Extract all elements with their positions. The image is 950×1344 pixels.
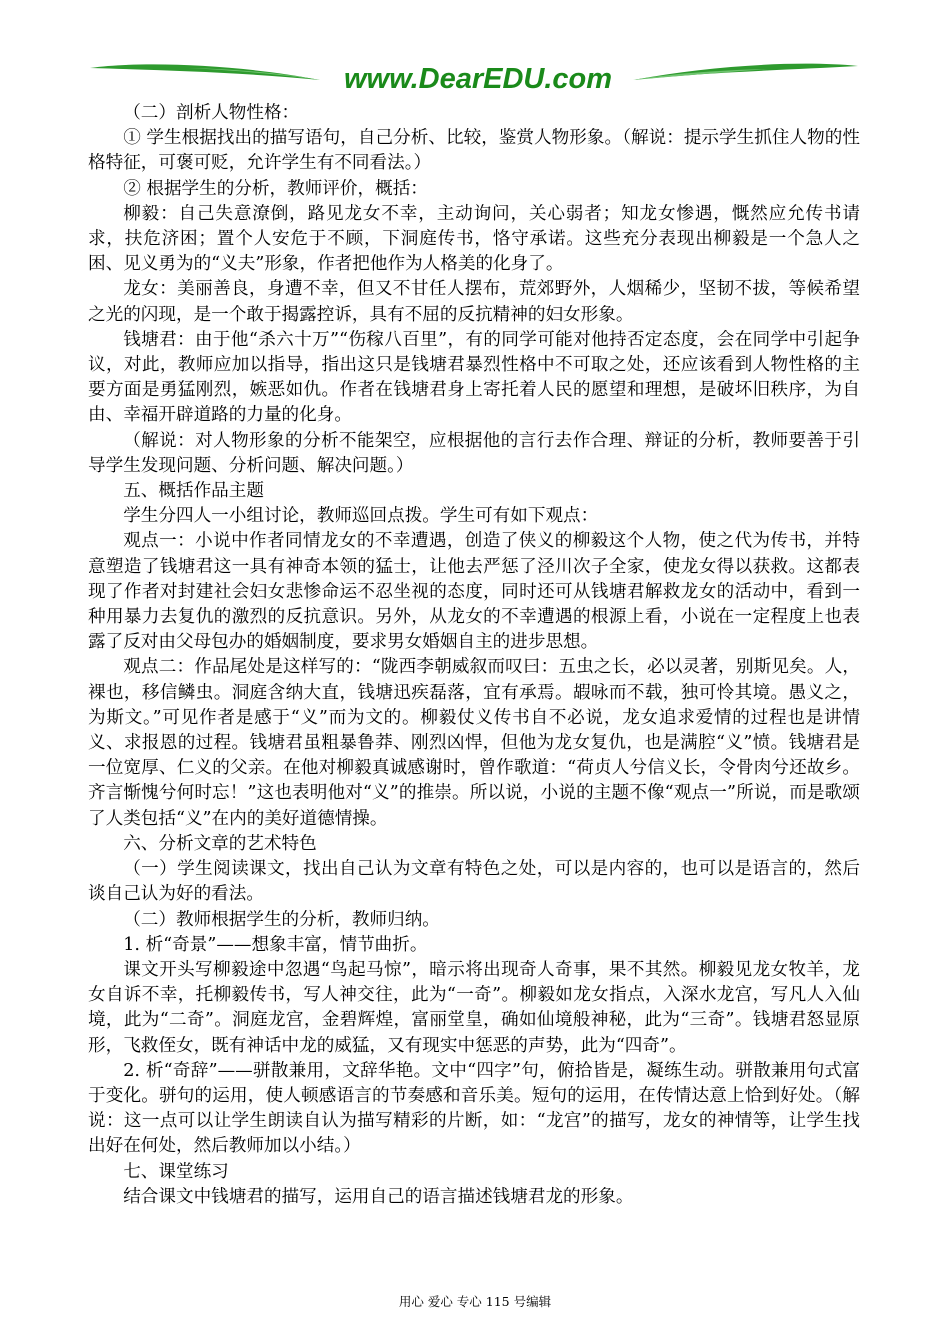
lesson-body xyxy=(88,101,860,1210)
body-paragraph: （一）学生阅读课文，找出自己认为文章有特色之处，可以是内容的，也可以是语言的，然后谈自己认为好的看法。 xyxy=(88,859,860,905)
body-paragraph: 2. 析“奇辞”——骈散兼用，文辞华艳。文中“四字”句，俯拾皆是，凝练生动。骈散兼用句式富于变化。骈句的运用，使人顿感语言的节奏感和音乐美。短句的运用，在传情达意上恰到好处。（解说：这一点可以让学生朗读自认为描写精彩的片断，如：“龙宫”的描写，龙女的神情等，让学生找出好在何处，然后教师加以小结。） xyxy=(88,1060,860,1157)
page-footer: 用心 爱心 专心 115 号编辑 xyxy=(398,1294,552,1309)
left-leaf-swoosh xyxy=(90,64,320,80)
body-paragraph: ② 根据学生的分析，教师评价，概括： xyxy=(123,178,428,199)
site-header-banner xyxy=(88,56,860,96)
section-heading: 六、分析文章的艺术特色 xyxy=(123,833,317,854)
body-paragraph: 学生分四人一小组讨论，教师巡回点拨。学生可有如下观点： xyxy=(123,506,599,527)
body-paragraph: 龙女：美丽善良，身遭不幸，但又不甘任人摆布，荒郊野外，人烟稀少，坚韧不拔，等候希望之光的闪现，是一个敢于揭露控诉，具有不屈的反抗精神的妇女形象。 xyxy=(88,279,860,325)
body-paragraph: 观点二：作品尾处是这样写的：“陇西李朝威叙而叹曰：五虫之长，必以灵著，别斯见矣。人，裸也，移信鳞虫。洞庭含纳大直，钱塘迅疾磊落，宜有承焉。嘏咏而不载，独可怜其境。愚义之，为斯文。”可见作者是感于“义”而为文的。柳毅仗义传书自不必说，龙女追求爱情的过程也是讲情义、求报恩的过程。钱塘君虽粗暴鲁莽、刚烈凶悍，但他为龙女复仇，也是满腔“义”愤。钱塘君是一位宽厚、仁义的父亲。在他对柳毅真诚感谢时，曾作歌道：“荷贞人兮信义长，令骨肉兮还故乡。齐言惭愧兮何时忘！”这也表明他对“义”的推崇。所以说，小说的主题不像“观点一”所说，而是歌颂了人类包括“义”在内的美好道德情操。 xyxy=(88,657,860,829)
section-heading: 七、课堂练习 xyxy=(123,1161,229,1182)
list-item-heading: 1. 析“奇景”——想象丰富，情节曲折。 xyxy=(123,934,428,955)
right-leaf-swoosh xyxy=(633,64,858,80)
section-heading: 五、概括作品主题 xyxy=(123,481,264,502)
body-paragraph: （解说：对人物形象的分析不能架空，应根据他的言行去作合理、辩证的分析，教师要善于引导学生发现问题、分析问题、解决问题。） xyxy=(88,430,860,476)
body-paragraph: 观点一：小说中作者同情龙女的不幸遭遇，创造了侠义的柳毅这个人物，使之代为传书，并特意塑造了钱塘君这一具有神奇本领的猛士，让他去严惩了泾川次子全家，使龙女得以获救。这都表现了作者对封建社会妇女悲惨命运不忍坐视的态度，同时还可从钱塘君解救龙女的活动中，看到一种用暴力去复仇的激烈的反抗意识。另外，从龙女的不幸遭遇的根源上看，小说在一定程度上也表露了反对由父母包办的婚姻制度，要求男女婚姻自主的进步思想。 xyxy=(88,531,860,653)
body-paragraph: ① 学生根据找出的描写语句，自己分析、比较，鉴赏人物形象。（解说：提示学生抓住人物的性格特征，可褒可贬，允许学生有不同看法。） xyxy=(88,128,860,174)
subsection-heading: （二）教师根据学生的分析，教师归纳。 xyxy=(123,909,440,930)
subsection-heading: （二）剖析人物性格： xyxy=(123,103,300,123)
body-paragraph: 钱塘君：由于他“杀六十万”“伤稼八百里”，有的同学可能对他持否定态度，会在同学中引起争议，对此，教师应加以指导，指出这只是钱塘君暴烈性格中不可取之处，还应该看到人物性格的主要方面是勇猛刚烈，嫉恶如仇。作者在钱塘君身上寄托着人民的愿望和理想，是破坏旧秩序，为自由、幸福开辟道路的力量的化身。 xyxy=(88,329,860,426)
site-logo-text: www.DearEDU.com xyxy=(343,63,613,95)
body-paragraph: 柳毅：自己失意潦倒，路见龙女不幸，主动询问，关心弱者；知龙女惨遇，慨然应允传书请求，扶危济困；置个人安危于不顾，下洞庭传书，恪守承诺。这些充分表现出柳毅是一个急人之困、见义勇为的“义夫”形象，作者把他作为人格美的化身了。 xyxy=(88,203,860,275)
body-paragraph: 课文开头写柳毅途中忽遇“鸟起马惊”，暗示将出现奇人奇事，果不其然。柳毅见龙女牧羊，龙女自诉不幸，托柳毅传书，写人神交往，此为“一奇”。柳毅如龙女指点，入深水龙宫，写凡人入仙境，此为“二奇”。洞庭龙宫，金碧辉煌，富丽堂皇，确如仙境般神秘，此为“三奇”。钱塘君怒显原形，飞救侄女，既有神话中龙的威猛，又有现实中惩恶的声势，此为“四奇”。 xyxy=(88,959,860,1056)
body-paragraph: 结合课文中钱塘君的描写，运用自己的语言描述钱塘君龙的形象。 xyxy=(123,1186,634,1207)
